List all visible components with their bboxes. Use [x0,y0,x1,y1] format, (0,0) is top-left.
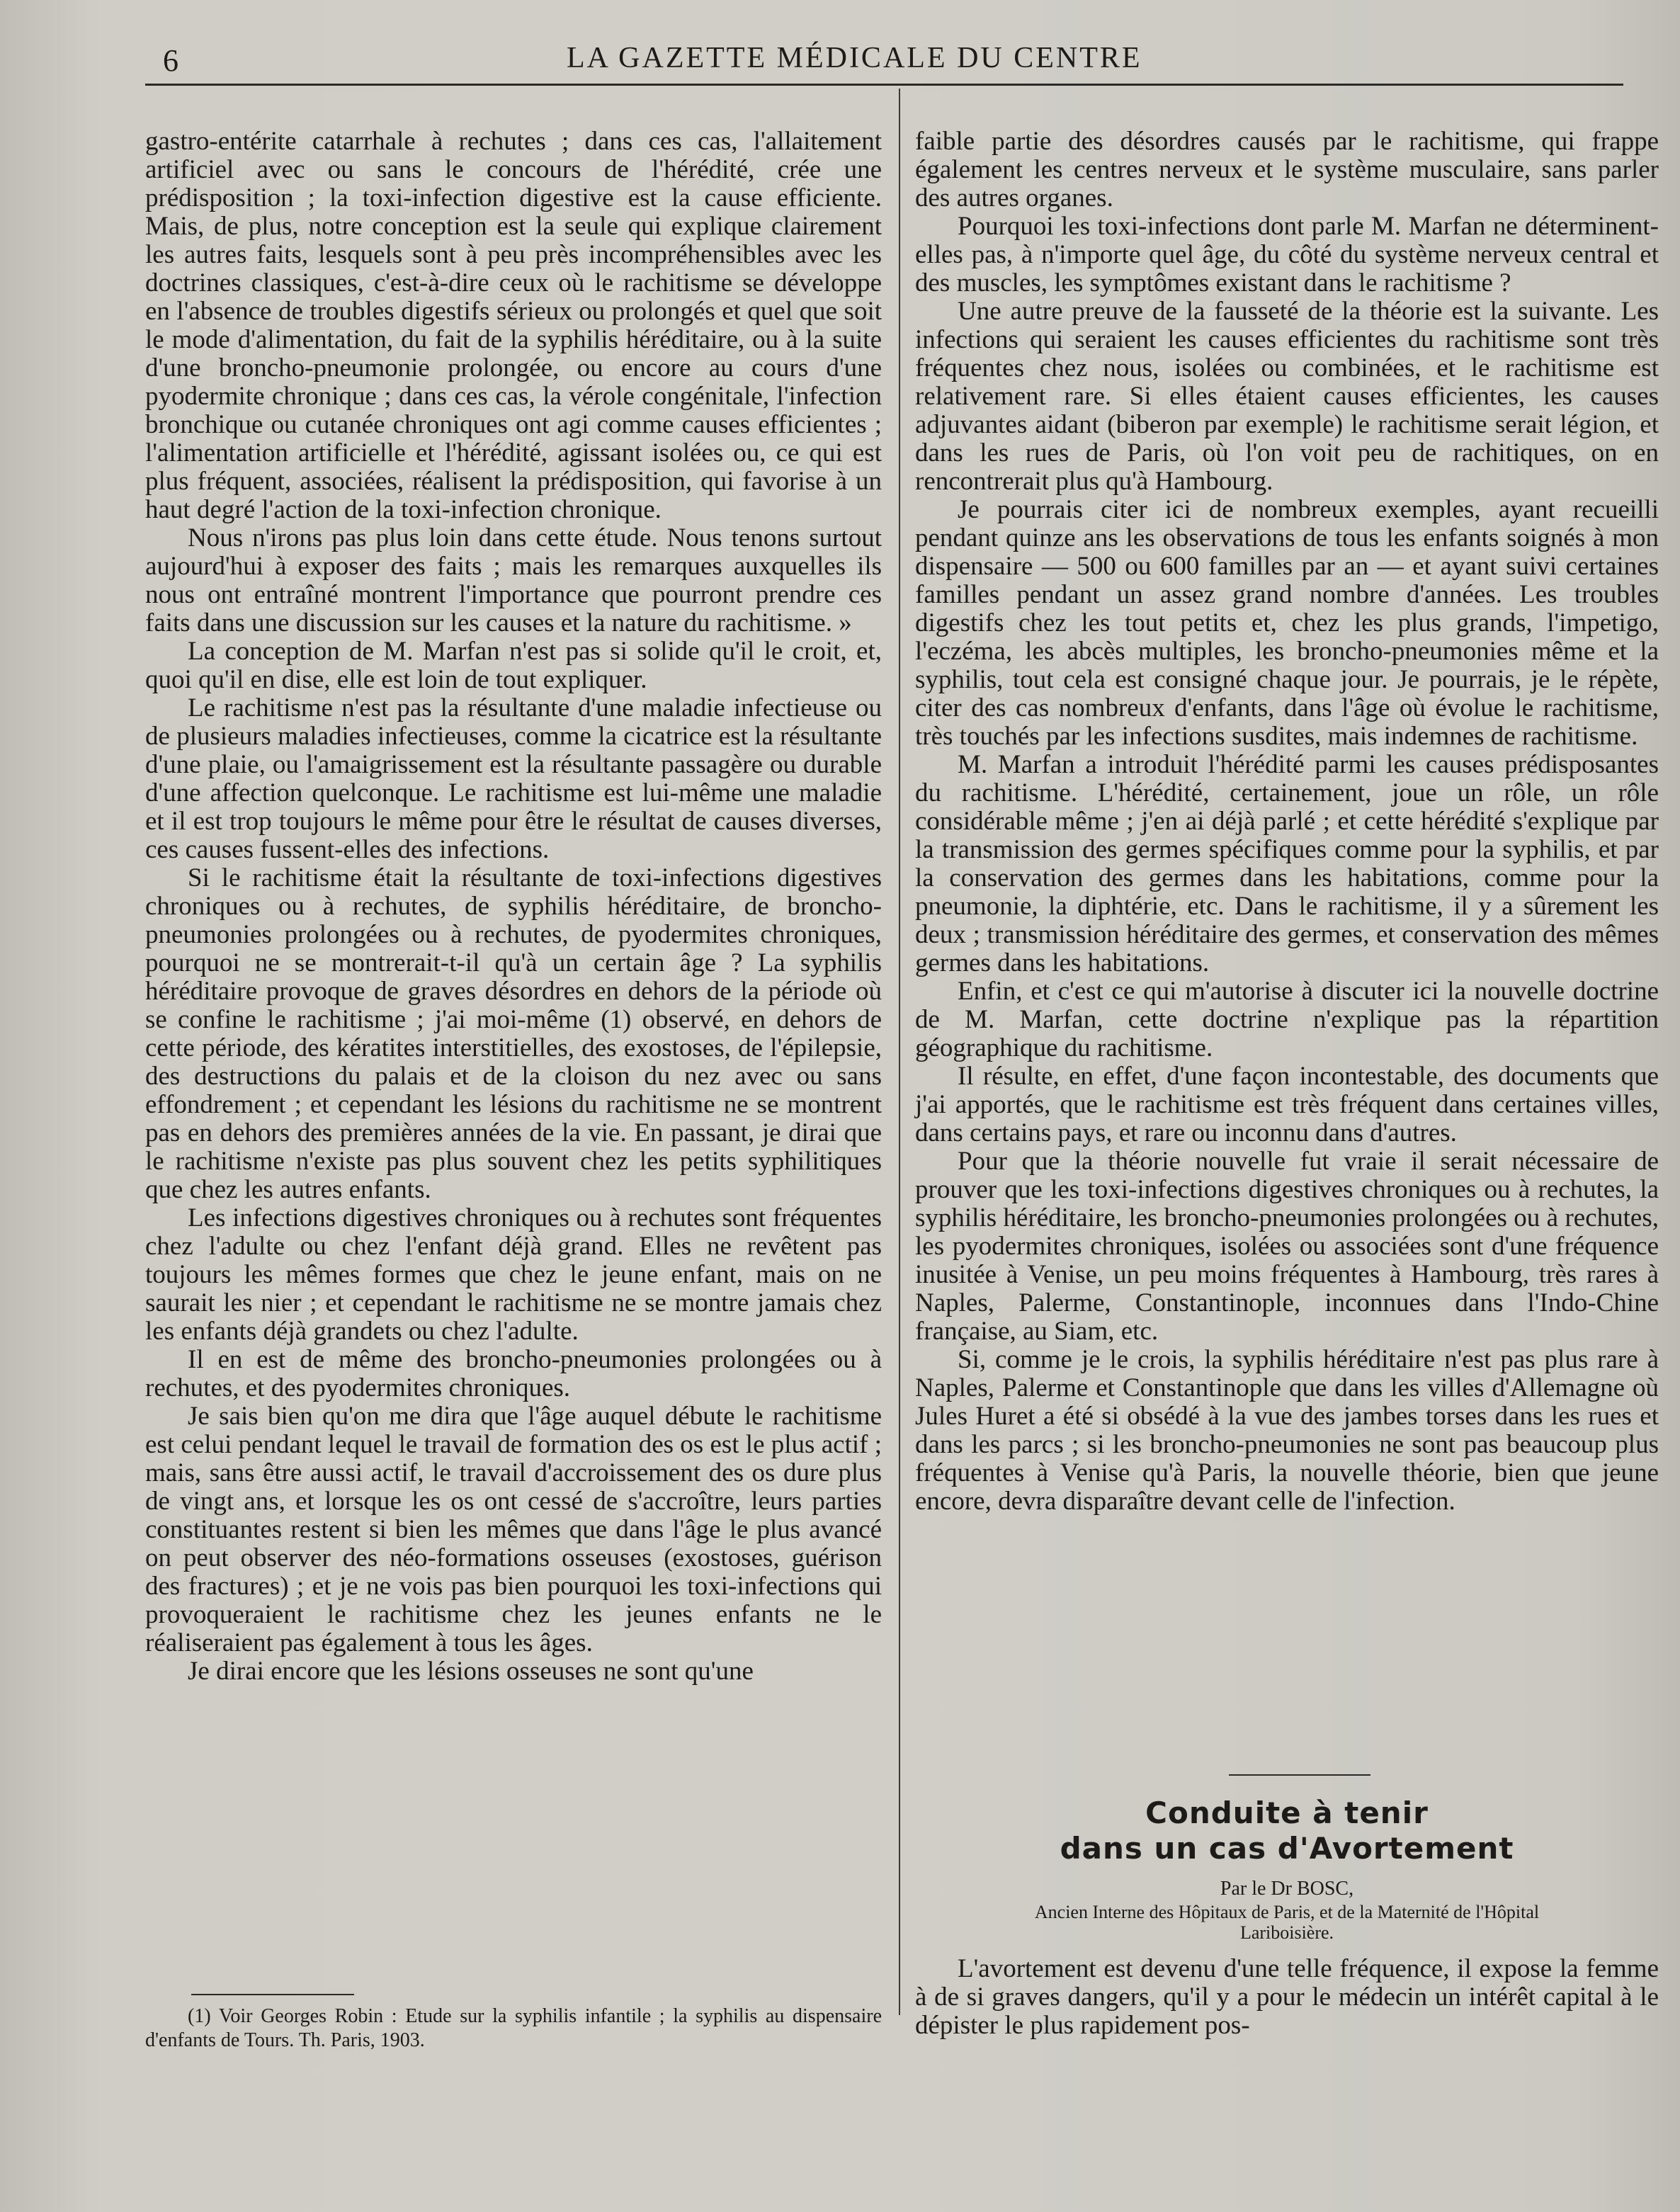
page-number: 6 [163,43,178,78]
paragraph: Les infections digestives chroniques ou à rechutes sont fréquentes chez l'adulte ou chez l'enfant déjà grand. Elles ne revêtent pas toujours les mêmes formes que chez le jeune enfant, mais on ne saurait les nier ; et cependant le rachitisme ne se montre jamais chez les enfants déjà grandets ou chez l'adulte. [145,1203,882,1346]
paragraph: Le rachitisme n'est pas la résultante d'une maladie infectieuse ou de plusieurs maladies infectieuses, comme la cicatrice est la résultante d'une plaie, ou l'amaigrissement est la résultante passagère ou durable d'une affection quelconque. Le rachitisme est lui-même une maladie et il est trop toujours le même pour être le résultat de causes diverses, ces causes fussent-elles des infections. [145,693,882,864]
footnote: (1) Voir Georges Robin : Etude sur la syphilis infantile ; la syphilis au dispensaire d'enfants de Tours. Th. Paris, 1903. [145,2005,882,2051]
affiliation-line: Lariboisière. [1239,1922,1334,1943]
article-body [915,1955,1659,2040]
article-title-line: Conduite à tenir [1145,1796,1429,1830]
article-title [915,1796,1659,1866]
paragraph: La conception de M. Marfan n'est pas si solide qu'il le croit, et, quoi qu'il en dise, elle est loin de tout expliquer. [145,637,882,694]
paragraph: Je dirai encore que les lésions osseuses ne sont qu'une [188,1657,754,1686]
paragraph: Si le rachitisme était la résultante de toxi-infections digestives chroniques ou à rechutes, de syphilis héréditaire, de broncho-pneumonies prolongées ou à rechutes, de pyodermites chroniques, pourquoi ne se montrerait-t-il qu'à un certain âge ? La syphilis héréditaire provoque de graves désordres en dehors de la période où se confine le rachitisme ; j'ai moi-même (1) observé, en dehors de cette période, des kératites interstitielles, des exostoses, de l'épilepsie, des destructions du palais et de la cloison du nez avec ou sans effondrement ; et cependant les lésions du rachitisme ne se montrent pas en dehors des premières années de la vie. En passant, je dirai que le rachitisme n'existe pas plus souvent chez les petits syphilitiques que chez les autres enfants. [145,863,882,1204]
page-header [163,41,1623,84]
paragraph: Une autre preuve de la fausseté de la théorie est la suivante. Les infections qui seraient les causes efficientes du rachitisme sont très fréquentes chez nous, isolées ou combinées, et le rachitisme est relativement rare. Si elles étaient causes efficientes, les causes adjuvantes aidant (biberon par exemple) le rachitisme serait légion, et dans les rues de Paris, où l'on voit peu de rachitiques, on en rencontrerait plus qu'à Hambourg. [915,297,1659,496]
paragraph: gastro-entérite catarrhale à rechutes ; dans ces cas, l'allaitement artificiel avec ou sans le concours de l'hérédité, crée une prédisposition ; la toxi-infection digestive est la cause efficiente. Mais, de plus, notre conception est la seule qui explique clairement les autres faits, lesquels sont à peu près incompréhensibles avec les doctrines classiques, c'est-à-dire ceux où le rachitisme se développe en l'absence de troubles digestifs sérieux ou prolongés et quel que soit le mode d'alimentation, du fait de la syphilis héréditaire, ou à la suite d'une broncho-pneumonie prolongée, ou encore au cours d'une pyodermite chronique ; dans ces cas, la vérole congénitale, l'infection bronchique ou cutanée chroniques ont agi comme causes efficientes ; l'alimentation artificielle et l'hérédité, agissant isolées ou, ce qui est plus fréquent, associées, réalisent la prédisposition, qui favorise à un haut degré l'action de la toxi-infection chronique. [145,127,882,524]
paragraph: Si, comme je le crois, la syphilis héréditaire n'est pas plus rare à Naples, Palerme et Constantinople que dans les villes d'Allemagne où Jules Huret a été si obsédé à la vue des jambes torses dans les rues et dans les parcs ; si les broncho-pneumonies ne sont pas beaucoup plus fréquentes à Venise qu'à Paris, la nouvelle théorie, bien que jeune encore, devra disparaître devant celle de l'infection. [915,1345,1659,1516]
paragraph: faible partie des désordres causés par le rachitisme, qui frappe également les centres nerveux et le système musculaire, sans parler des autres organes. [915,127,1659,212]
left-column [145,127,882,1686]
right-column [915,127,1659,1516]
paragraph: Je sais bien qu'on me dira que l'âge auquel débute le rachitisme est celui pendant lequel le travail de formation des os est le plus actif ; mais, sans être aussi actif, le travail d'accroissement des os dure plus de vingt ans, et lorsque les os ont cessé de s'accroître, leurs parties constituantes restent si bien les mêmes que dans l'âge le plus avancé on peut observer des néo-formations osseuses (exostoses, guérison des fractures) ; et je ne vois pas bien pourquoi les toxi-infections qui provoqueraient le rachitisme chez les jeunes enfants ne le réaliseraient pas également à tous les âges. [145,1402,882,1657]
paragraph: Enfin, et c'est ce qui m'autorise à discuter ici la nouvelle doctrine de M. Marfan, cette doctrine n'explique pas la répartition géographique du rachitisme. [915,977,1659,1062]
article-author: Par le Dr BOSC, [1220,1878,1354,1900]
paragraph: Je pourrais citer ici de nombreux exemples, ayant recueilli pendant quinze ans les observations de tous les enfants soignés à mon dispensaire — 500 ou 600 familles par an — et ayant suivi certaines familles pendant un assez grand nombre d'années. Les troubles digestifs chez les tout petits et, chez les plus grands, l'impetigo, l'eczéma, les abcès multiples, les broncho-pneumonies même et la syphilis, tout cela est consigné chaque jour. Je pourrais, je le répète, citer des cas nombreux d'enfants, dans l'âge où évolue le rachitisme, très touchés par les infections susdites, mais indemnes de rachitisme. [915,495,1659,751]
paragraph: M. Marfan a introduit l'hérédité parmi les causes prédisposantes du rachitisme. L'hérédité, certainement, joue un rôle, un rôle considérable même ; j'en ai déjà parlé ; et cette hérédité s'explique par la transmission des germes spécifiques comme pour la syphilis, et par la conservation des germes dans les habitations, comme pour la pneumonie, la diphtérie, etc. Dans le rachitisme, il y a sûrement les deux ; transmission héréditaire des germes, et conservation des mêmes germes dans les habitations. [915,750,1659,977]
article-affiliation [915,1902,1659,1943]
paragraph: Pour que la théorie nouvelle fut vraie il serait nécessaire de prouver que les toxi-infections digestives chroniques ou à rechutes, la syphilis héréditaire, les broncho-pneumonies prolongées ou à rechutes, les pyodermites chroniques, isolées ou associées sont d'une fréquence inusitée à Venise, un peu moins fréquentes à Hambourg, très rares à Naples, Palerme, Constantinople, inconnues dans l'Indo-Chine française, au Siam, etc. [915,1147,1659,1346]
column-divider [899,89,900,2015]
paragraph: Il en est de même des broncho-pneumonies prolongées ou à rechutes, et des pyodermites chroniques. [145,1345,882,1402]
article-title-line: dans un cas d'Avortement [1060,1831,1514,1866]
footnote-rule [191,1994,354,1995]
paragraph: Pourquoi les toxi-infections dont parle M. Marfan ne déterminent-elles pas, à n'importe quel âge, du côté du système nerveux central et des muscles, les symptômes existant dans le rachitisme ? [915,212,1659,297]
paragraph: Nous n'irons pas plus loin dans cette étude. Nous tenons surtout aujourd'hui à exposer des faits ; mais les remarques auxquelles ils nous ont entraîné montrent l'importance que pourront prendre ces faits dans une discussion sur les causes et la nature du rachitisme. » [145,523,882,637]
paragraph: Il résulte, en effet, d'une façon incontestable, des documents que j'ai apportés, que le rachitisme est très fréquent dans certaines villes, dans certains pays, et rare ou inconnu dans d'autres. [915,1062,1659,1147]
paragraph: L'avortement est devenu d'une telle fréquence, il expose la femme à de si graves dangers, qu'il y a pour le médecin un intérêt capital à le dépister le plus rapidement pos- [915,1954,1659,2040]
section-rule [1229,1774,1370,1776]
header-rule [145,84,1623,86]
running-title: LA GAZETTE MÉDICALE DU CENTRE [567,42,1142,74]
affiliation-line: Ancien Interne des Hôpitaux de Paris, et de la Maternité de l'Hôpital [1034,1902,1540,1922]
